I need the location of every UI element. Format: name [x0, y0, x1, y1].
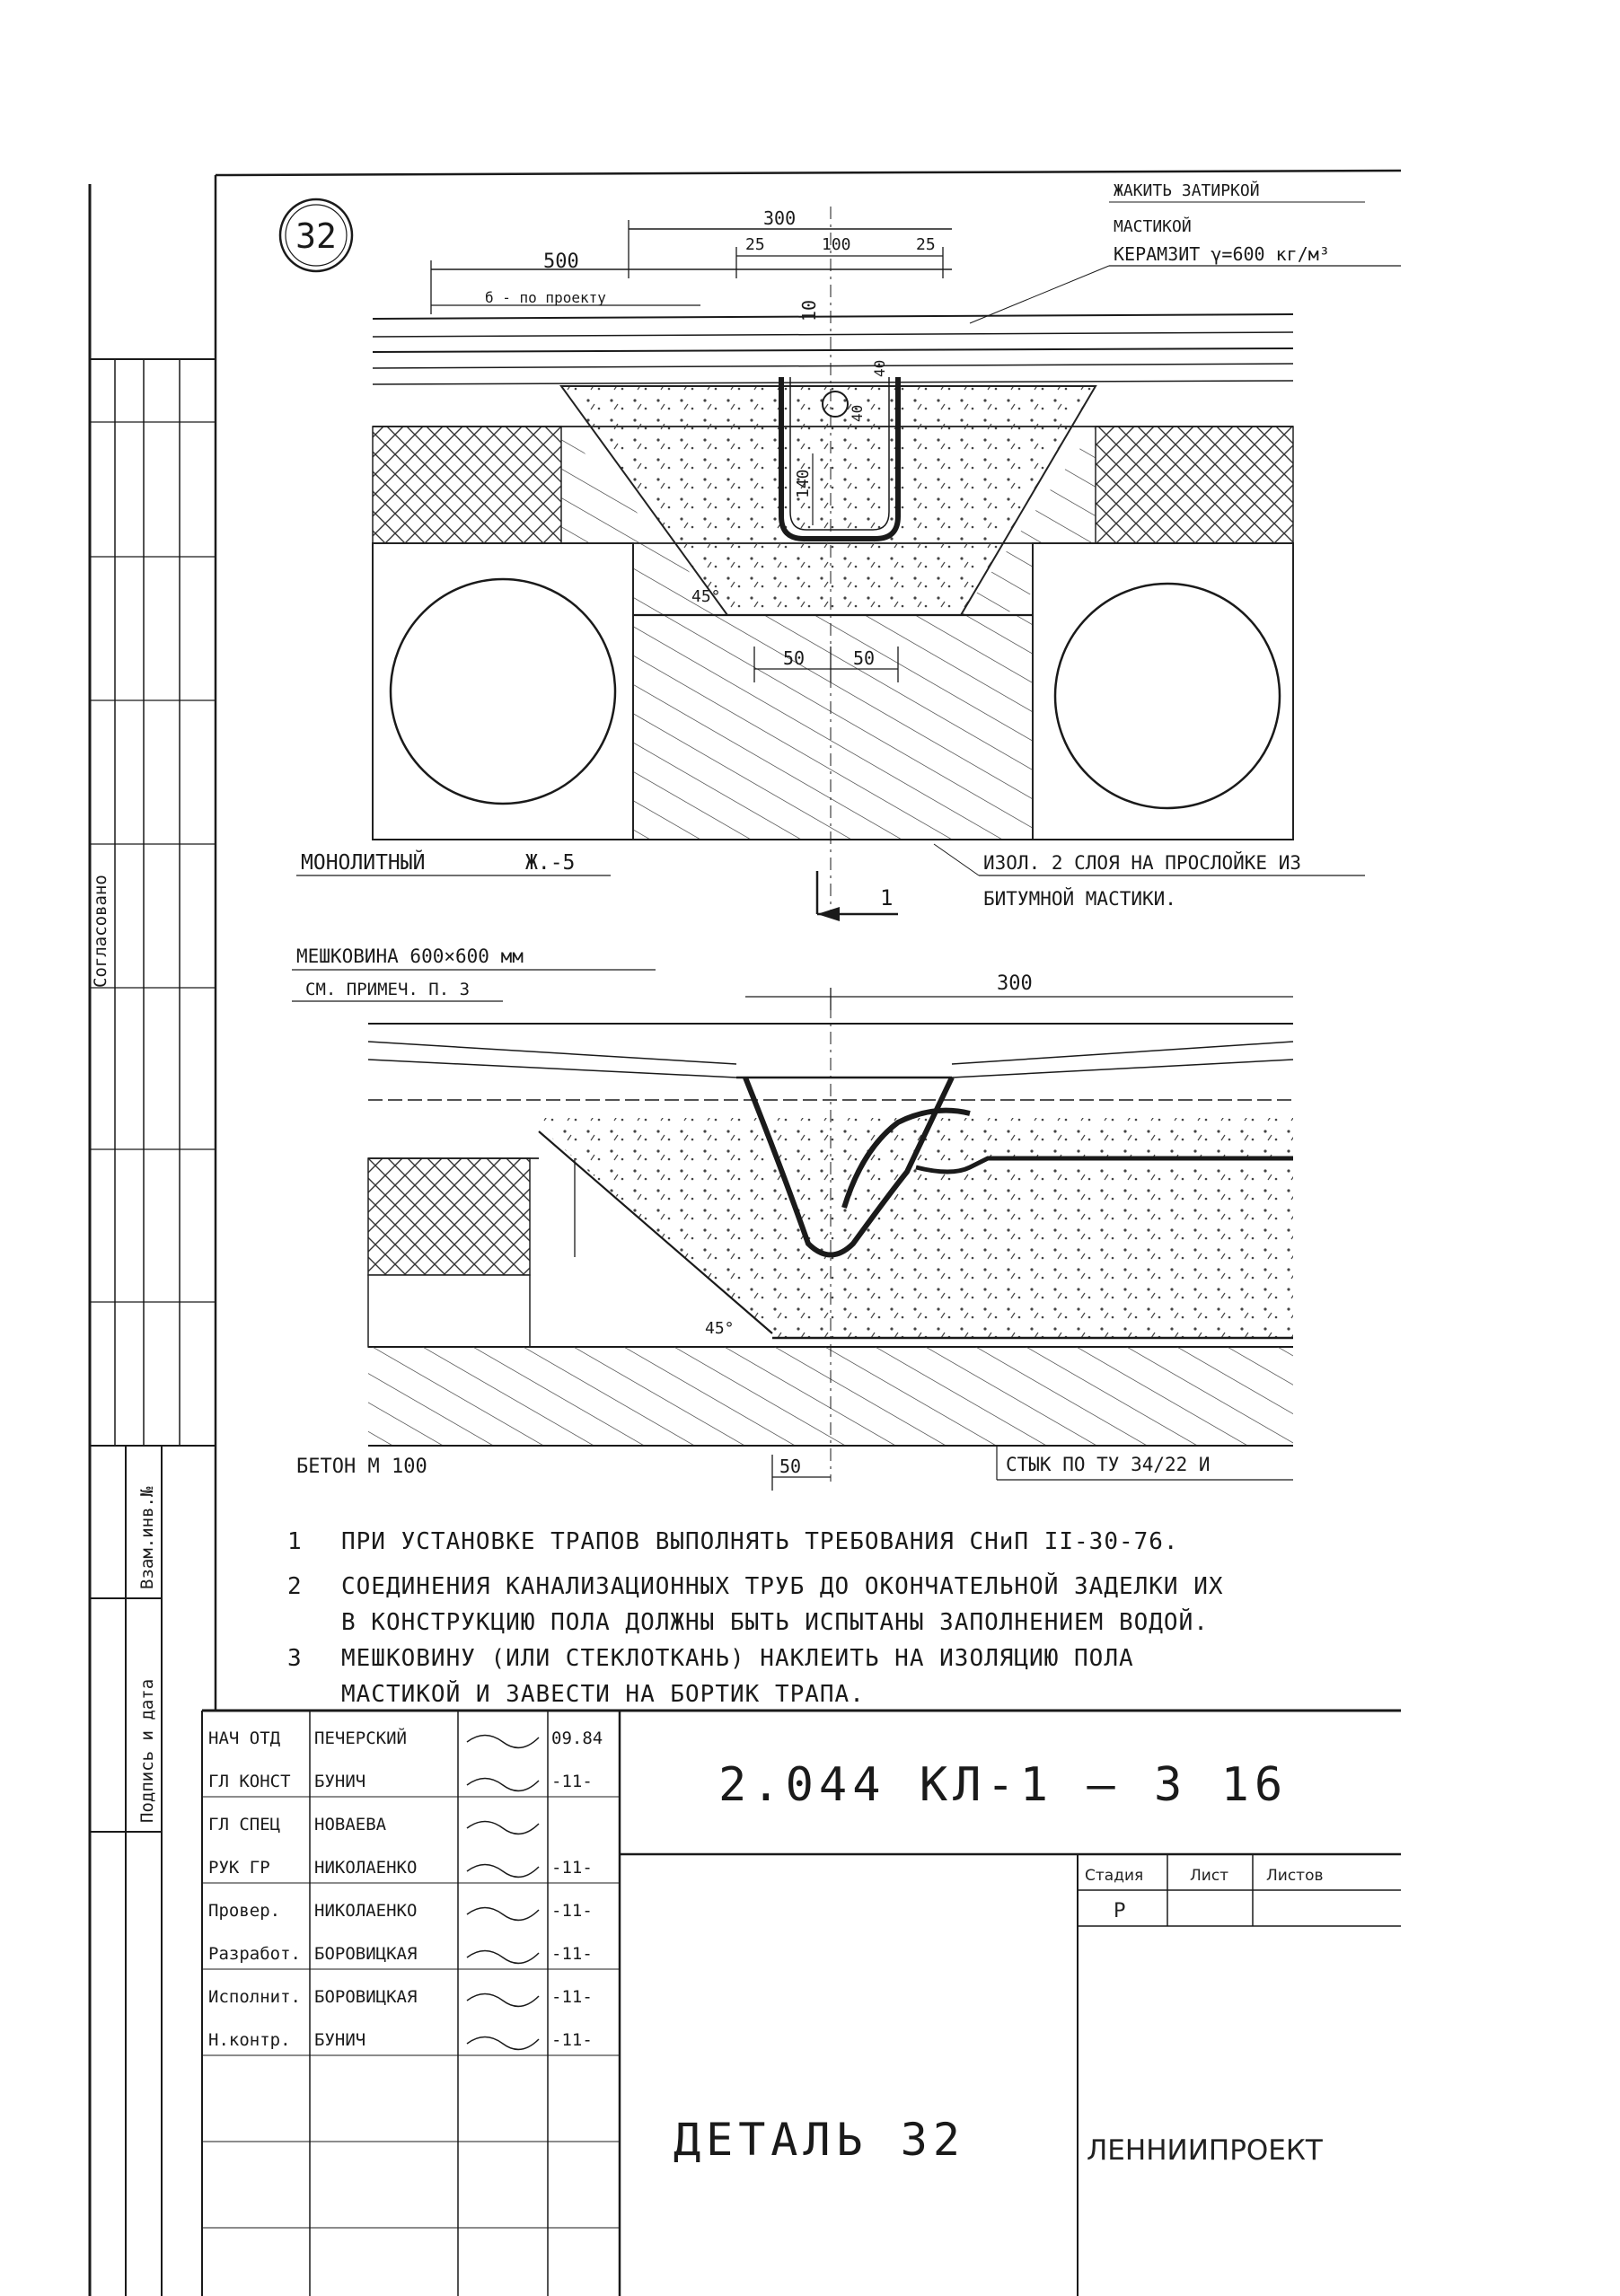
- note-1: [287, 1528, 1179, 1555]
- detail-number: 32: [295, 216, 337, 256]
- signature: [467, 1779, 539, 1791]
- role-cell: Исполнит.: [208, 1987, 301, 2007]
- insulation-label-1: ИЗОЛ. 2 СЛОЯ НА ПРОСЛОЙКЕ ИЗ: [983, 852, 1302, 874]
- dim-25-right: 25: [916, 235, 936, 254]
- title-block-row: [208, 1772, 593, 1791]
- note-text: МЕШКОВИНУ (ИЛИ СТЕКЛОТКАНЬ) НАКЛЕИТЬ НА ИЗОЛЯЦИЮ ПОЛА: [341, 1645, 1134, 1672]
- section-mark-number: 1: [880, 885, 894, 910]
- name-cell: НИКОЛАЕНКО: [314, 1858, 418, 1878]
- role-cell: РУК ГР: [208, 1858, 270, 1878]
- name-cell: БУНИЧ: [314, 1772, 366, 1791]
- insulation-label-2: БИТУМНОЙ МАСТИКИ.: [983, 888, 1176, 910]
- dim-40-b: 40: [871, 359, 888, 377]
- dim-300-bottom: 300: [997, 972, 1033, 995]
- concrete-label: БЕТОН М 100: [296, 1456, 427, 1478]
- dim-10: 10: [798, 299, 820, 321]
- date-cell: -11-: [551, 1772, 593, 1791]
- signature: [467, 1736, 539, 1748]
- name-cell: НОВАЕВА: [314, 1815, 387, 1834]
- note-text: ПРИ УСТАНОВКЕ ТРАПОВ ВЫПОЛНЯТЬ ТРЕБОВАНИЯ СНиП II-30-76.: [341, 1528, 1179, 1555]
- title-block-row: [208, 1944, 593, 1964]
- note-text: МАСТИКОЙ И ЗАВЕСТИ НА БОРТИК ТРАПА.: [341, 1681, 865, 1708]
- dim-300-top: 300: [763, 207, 797, 229]
- note-3: [287, 1645, 1134, 1672]
- drawing-title: ДЕТАЛЬ 32: [674, 2114, 965, 2166]
- name-cell: ПЕЧЕРСКИЙ: [314, 1729, 407, 1748]
- date-cell: -11-: [551, 1944, 593, 1964]
- angle-45-top: 45°: [691, 587, 721, 606]
- date-cell: -11-: [551, 1901, 593, 1921]
- title-block-row: [208, 1901, 593, 1921]
- agreed-label: Согласовано: [91, 875, 110, 988]
- signature: [467, 2037, 539, 2050]
- title-block-row: [208, 2030, 593, 2050]
- dim-40-a: 40: [849, 404, 866, 422]
- role-cell: Разработ.: [208, 1944, 301, 1964]
- name-cell: БУНИЧ: [314, 2030, 366, 2050]
- signature: [467, 1908, 539, 1921]
- signature: [467, 1994, 539, 2007]
- sheets-header: Листов: [1266, 1867, 1324, 1885]
- burlap-label-2: СМ. ПРИМЕЧ. П. 3: [305, 980, 471, 999]
- bottom-section-drawing: [292, 946, 1293, 1491]
- role-cell: Н.контр.: [208, 2030, 291, 2050]
- title-block-row: [208, 1815, 539, 1834]
- angle-45-bottom: 45°: [705, 1319, 735, 1338]
- note-text: В КОНСТРУКЦИЮ ПОЛА ДОЛЖНЫ БЫТЬ ИСПЫТАНЫ ЗАПОЛНЕНИЕМ ВОДОЙ.: [341, 1609, 1209, 1636]
- note-text: СОЕДИНЕНИЯ КАНАЛИЗАЦИОННЫХ ТРУБ ДО ОКОНЧАТЕЛЬНОЙ ЗАДЕЛКИ ИХ: [341, 1573, 1224, 1600]
- monolithic-mark: Ж.-5: [525, 851, 576, 875]
- detail-number-bubble: [280, 199, 352, 271]
- title-block-row: [208, 1858, 593, 1878]
- top-right-label-1: ЖАКИТЬ ЗАТИРКОЙ: [1114, 181, 1260, 200]
- name-cell: БОРОВИЦКАЯ: [314, 1987, 418, 2007]
- role-cell: ГЛ КОНСТ: [208, 1772, 291, 1791]
- top-section-drawing: [296, 180, 1401, 921]
- name-cell: БОРОВИЦКАЯ: [314, 1944, 418, 1964]
- role-cell: НАЧ ОТД: [208, 1729, 281, 1748]
- dim-140: 140: [794, 469, 813, 498]
- sign-date-label: Подпись и дата: [137, 1678, 157, 1823]
- date-cell: -11-: [551, 2030, 593, 2050]
- side-stamp: [90, 359, 216, 2296]
- stage-header: Стадия: [1085, 1867, 1144, 1885]
- signature: [467, 1865, 539, 1878]
- b-project-label: б - по проекту: [485, 289, 606, 306]
- role-cell: Провер.: [208, 1901, 281, 1921]
- top-right-label-3: КЕРАМЗИТ γ=600 кг/м³: [1114, 243, 1330, 265]
- dim-50-right: 50: [853, 647, 876, 669]
- name-cell: НИКОЛАЕНКО: [314, 1901, 418, 1921]
- organization-name: ЛЕННИИПРОЕКТ: [1087, 2134, 1323, 2167]
- note-number: 2: [287, 1573, 303, 1600]
- sheet-header: Лист: [1190, 1867, 1229, 1885]
- dim-50-bottom: 50: [779, 1456, 802, 1477]
- signature: [467, 1951, 539, 1964]
- date-cell: -11-: [551, 1987, 593, 2007]
- document-code: 2.044 КЛ-1 — 3 16: [718, 1758, 1289, 1812]
- dim-50-left: 50: [783, 647, 806, 669]
- stage-value: Р: [1114, 1900, 1126, 1922]
- signature: [467, 1822, 539, 1834]
- note-2: [287, 1573, 1224, 1600]
- burlap-label-1: МЕШКОВИНА 600×600 мм: [296, 946, 524, 967]
- joint-label: СТЫК ПО ТУ 34/22 И: [1006, 1454, 1211, 1475]
- monolithic-label: МОНОЛИТНЫЙ: [301, 851, 426, 875]
- note-2-cont: [287, 1609, 1209, 1636]
- top-right-label-2: МАСТИКОЙ: [1114, 217, 1192, 236]
- note-number: 3: [287, 1645, 303, 1672]
- title-block-row: [208, 1987, 593, 2007]
- dim-25-left: 25: [745, 235, 765, 254]
- date-cell: -11-: [551, 1858, 593, 1878]
- note-3-cont: [287, 1681, 865, 1708]
- dim-500: 500: [543, 251, 579, 273]
- note-number: 1: [287, 1528, 303, 1555]
- role-cell: ГЛ СПЕЦ: [208, 1815, 281, 1834]
- dim-100: 100: [822, 235, 851, 254]
- date-cell: 09.84: [551, 1729, 603, 1748]
- replace-inventory-label: Взам.инв.№: [137, 1486, 157, 1589]
- title-block-row: [208, 1728, 603, 1748]
